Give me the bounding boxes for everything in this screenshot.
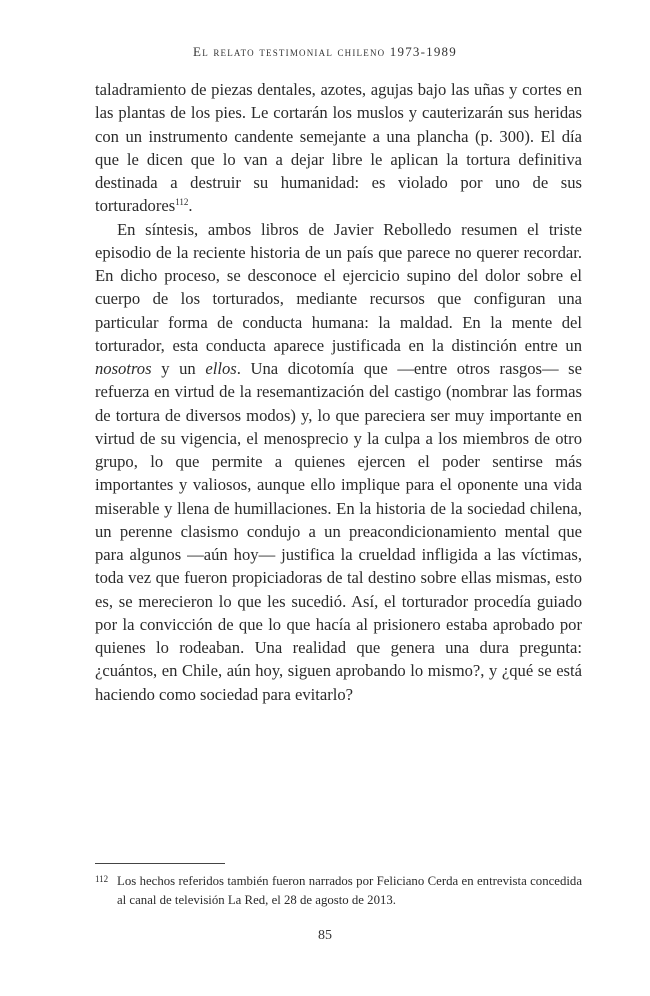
paragraph-1 bbox=[95, 78, 582, 218]
page-number: 85 bbox=[318, 928, 332, 943]
emphasis-ellos: ellos bbox=[205, 359, 237, 378]
paragraph-1-end: . bbox=[188, 196, 193, 216]
paragraph-1-text: taladramiento de piezas dentales, azotes, agujas bajo las uñas y cortes en las plantas de los pies. Le cortarán los muslos y cauterizarán sus heridas con un instrumento candente semejante a una plancha (p. 300). El día que le dicen que lo van a dejar libre le aplican la tortura definitiva destinada a destruir su humanidad: es violado por uno de sus torturadores bbox=[95, 80, 582, 216]
running-header: El relato testimonial chileno 1973-1989 bbox=[193, 44, 457, 59]
paragraph-2-part-1: En síntesis, ambos libros de Javier Rebolledo resumen el triste episodio de la reciente historia de un país que parece no querer recordar. En dicho proceso, se desconoce el ejercicio supino del dolor sobre el cuerpo de los torturados, mediante recursos que configuran una particular forma de conducta humana: la maldad. En la mente del torturador, esta conducta aparece justificada en la distinción entre un bbox=[95, 219, 582, 355]
emphasis-nosotros: nosotros bbox=[95, 359, 152, 378]
paragraph-2-part-3: . Una dicotomía que —entre otros rasgos— se refuerza en virtud de la resemantización del castigo (nombrar las formas de tortura de diversos modos) y, lo que pareciera ser muy importante en virtud de su vigencia, el menosprecio y la culpa a los miembros de otro grupo, lo que permite a quienes ejercen el poder sentirse más importantes y valiosos, aunque ello implique para el oponente una vida miserable y llena de humillaciones. En la historia de la sociedad chilena, un perenne clasismo condujo a un preacondicionamiento mental que para algunos —aún hoy— justifica la crueldad infligida a las víctimas, toda vez que fueron propiciadoras de tal destino sobre ellas mismas, esto es, se merecieron lo que les sucedió. Así, el torturador procedía guiado por la convicción de que lo que hacía al prisionero estaba aprobado por quienes lo rodeaban. Una realidad que genera una dura pregunta: ¿cuántos, en Chile, aún hoy, siguen aprobando lo mismo?, y ¿qué se está haciendo como sociedad para evitarlo? bbox=[95, 359, 582, 704]
footnote-divider bbox=[95, 863, 225, 864]
footnote-reference[interactable]: 112 bbox=[175, 197, 189, 208]
footnote-number: 112 bbox=[95, 874, 109, 884]
paragraph-2-part-2: y un bbox=[151, 359, 206, 378]
paragraph-2 bbox=[95, 218, 582, 706]
body-text bbox=[95, 78, 582, 706]
footnote bbox=[95, 872, 582, 910]
footnote-text: Los hechos referidos también fueron narrados por Feliciano Cerda en entrevista concedida al canal de televisión La Red, el 28 de agosto de 2013. bbox=[117, 874, 582, 907]
